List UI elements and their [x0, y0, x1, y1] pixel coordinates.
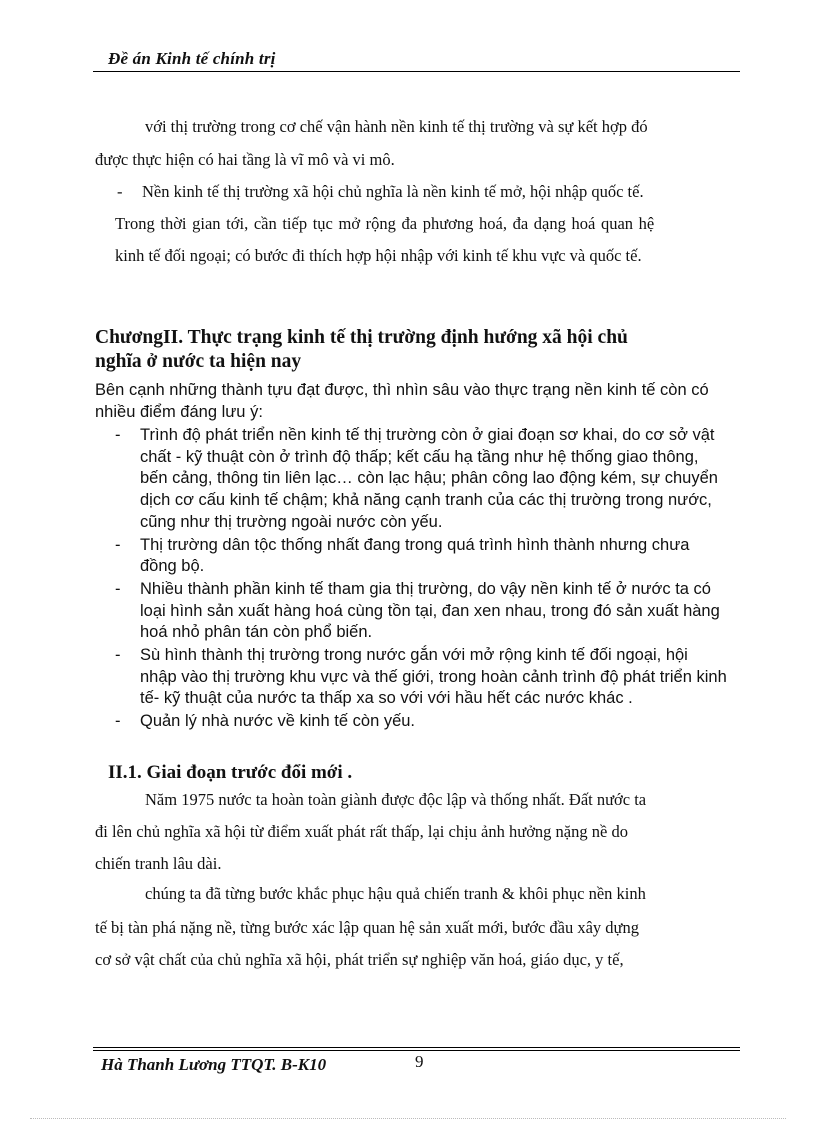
paragraph-line: đi lên chủ nghĩa xã hội từ điểm xuất phát rất thấp, lại chịu ảnh hưởng nặng nề do	[95, 822, 628, 841]
header-rule	[93, 71, 740, 72]
footer-rule-top	[93, 1047, 740, 1048]
bullet-dash: -	[115, 646, 121, 665]
paragraph-line: Năm 1975 nước ta hoàn toàn giành được độc lập và thống nhất. Đất nước ta	[145, 790, 647, 809]
intro-line: nhiều điểm đáng lưu ý:	[95, 403, 263, 421]
paragraph-line: với thị trường trong cơ chế vận hành nền kinh tế thị trường và sự kết hợp đó	[145, 117, 648, 136]
footer-rule-bottom	[93, 1050, 740, 1051]
issues-list	[115, 425, 727, 733]
page-edge-dots	[30, 1118, 786, 1119]
paragraph-line: chiến tranh lâu dài.	[95, 854, 222, 873]
bullet-dash: -	[117, 182, 123, 201]
list-item	[115, 425, 727, 534]
list-item	[115, 711, 727, 733]
bullet-dash: -	[115, 712, 121, 731]
paragraph-line: tế bị tàn phá nặng nề, từng bước xác lập quan hệ sản xuất mới, bước đầu xây dựng	[95, 918, 639, 937]
list-item-text: Thị trường dân tộc thống nhất đang trong quá trình hình thành nhưng chưa đồng bộ.	[140, 535, 690, 576]
bullet-dash: -	[115, 535, 121, 554]
chapter-title-line1: ChươngII. Thực trạng kinh tế thị trường định hướng xã hội chủ	[95, 327, 628, 348]
list-item-text: Quản lý nhà nước về kinh tế còn yếu.	[140, 712, 416, 731]
list-item-text: Trình độ phát triển nền kinh tế thị trường còn ở giai đoạn sơ khai, do cơ sở vật chất - kỹ thuật còn ở trình độ thấp; kết cấu hạ tầng như hệ thống giao thông, bến cảng, thông tin liên lạc… còn lạc hậu; phân công lao động kém, sự chuyển dịch cơ cấu kinh tế chậm; khả năng cạnh tranh của các thị trường trong nước, cũng như thị trường ngoài nước còn yếu.	[140, 426, 718, 531]
list-item	[115, 645, 727, 710]
bullet-text: Nền kinh tế thị trường xã hội chủ nghĩa là nền kinh tế mở, hội nhập quốc tế.	[142, 182, 644, 201]
list-item-text: Sù hình thành thị trường trong nước gắn với mở rộng kinh tế đối ngoại, hội nhập vào thị trường khu vực và thế giới, trong hoàn cảnh trình độ phát triển kinh tế- kỹ thuật của nước ta thấp xa so với với hầu hết các nước khác .	[140, 646, 727, 708]
header-title: Đề án Kinh tế chính trị	[108, 49, 276, 68]
list-item	[115, 579, 727, 644]
list-item-text: Nhiều thành phần kinh tế tham gia thị trường, do vậy nền kinh tế ở nước ta có loại hình sản xuất hàng hoá cùng tồn tại, đan xen nhau, trong đó sản xuất hàng hoá nhỏ phân tán còn phổ biến.	[140, 579, 720, 642]
paragraph-line: chúng ta đã từng bước khắc phục hậu quả chiến tranh & khôi phục nền kinh	[145, 884, 646, 903]
footer-author: Hà Thanh Lương TTQT. B-K10	[101, 1055, 327, 1074]
paragraph-line: được thực hiện có hai tầng là vĩ mô và vi mô.	[95, 150, 395, 169]
section-heading: II.1. Giai đoạn trước đổi mới .	[108, 762, 353, 783]
paragraph-line: kinh tế đối ngoại; có bước đi thích hợp hội nhập với kinh tế khu vực và quốc tế.	[115, 246, 642, 265]
paragraph-line: cơ sở vật chất của chủ nghĩa xã hội, phát triển sự nghiệp văn hoá, giáo dục, y tế,	[95, 950, 624, 969]
intro-line: Bên cạnh những thành tựu đạt được, thì nhìn sâu vào thực trạng nền kinh tế còn có	[95, 381, 709, 399]
bullet-dash: -	[115, 426, 121, 444]
list-item	[115, 535, 727, 578]
page-number: 9	[415, 1052, 424, 1071]
paragraph-line: Trong thời gian tới, cần tiếp tục mở rộng đa phương hoá, đa dạng hoá quan hệ	[115, 214, 655, 233]
chapter-title-line2: nghĩa ở nước ta hiện nay	[95, 351, 302, 372]
bullet-dash: -	[115, 579, 121, 598]
